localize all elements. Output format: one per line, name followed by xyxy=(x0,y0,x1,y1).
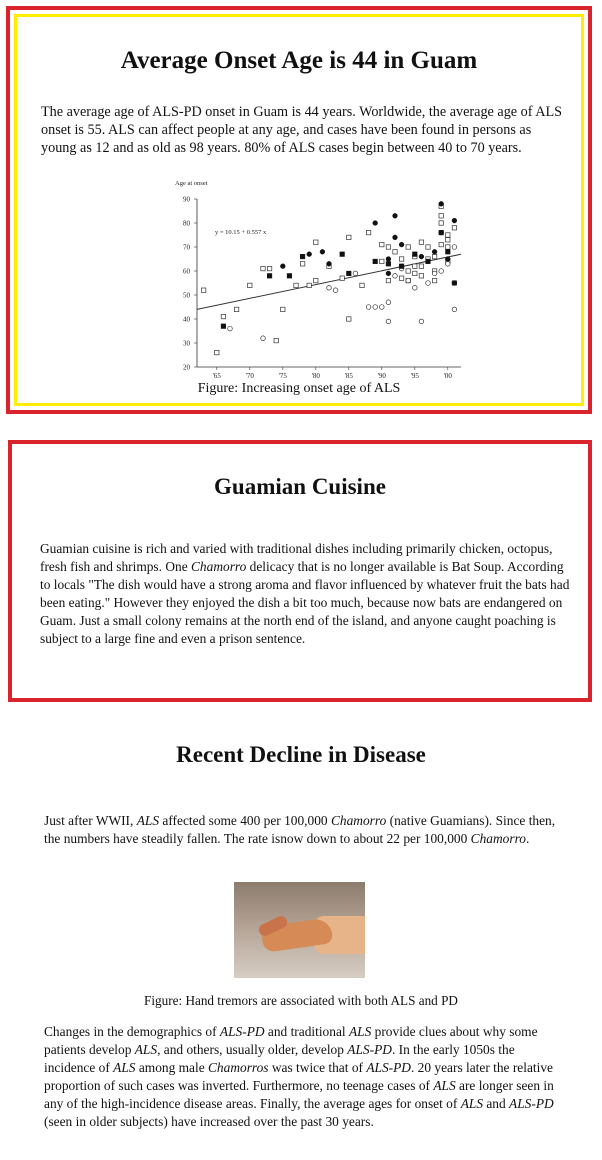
data-point-open-square xyxy=(360,283,364,287)
data-point-filled-circle xyxy=(399,242,404,247)
data-point-open-square xyxy=(413,264,417,268)
data-point-open-square xyxy=(413,271,417,275)
data-point-open-square xyxy=(248,283,252,287)
cuisine-title: Guamian Cuisine xyxy=(214,474,386,499)
decline-title: Recent Decline in Disease xyxy=(176,742,426,767)
text-run: affected some 400 per 100,000 xyxy=(159,813,331,828)
cuisine-section xyxy=(8,440,592,702)
data-point-filled-circle xyxy=(419,254,424,259)
data-point-open-square xyxy=(406,269,410,273)
text-run-italic: ALS xyxy=(113,1060,136,1075)
data-point-filled-square xyxy=(373,259,378,264)
data-point-open-square xyxy=(432,278,436,282)
y-axis-label: Age at onset xyxy=(175,180,208,187)
text-run-italic: Chamorro xyxy=(470,830,526,846)
data-point-open-square xyxy=(426,245,430,249)
data-point-filled-square xyxy=(399,264,404,269)
data-point-filled-square xyxy=(340,252,345,257)
data-point-open-square xyxy=(446,245,450,249)
data-point-filled-square xyxy=(347,271,352,276)
onset-age-paragraph: The average age of ALS-PD onset in Guam is 44 years. Worldwide, the average age of ALS onset is 55. ALS can affect people at any age, and cases have been found in persons as young as 12 and as old as 98 years. 80% of ALS cases begin between 40 to 70 years. xyxy=(41,104,563,156)
data-point-open-square xyxy=(274,338,278,342)
data-point-open-circle xyxy=(380,305,385,310)
data-point-open-square xyxy=(201,288,205,292)
data-point-open-circle xyxy=(327,286,332,291)
data-point-open-square xyxy=(399,257,403,261)
text-run: and xyxy=(483,1096,510,1111)
data-point-filled-square xyxy=(287,274,292,279)
data-point-filled-square xyxy=(386,262,391,267)
data-point-filled-square xyxy=(413,252,418,257)
data-point-open-square xyxy=(340,276,344,280)
text-run: and traditional xyxy=(264,1024,349,1039)
text-run-italic: ALS-PD xyxy=(219,1024,265,1039)
data-point-open-square xyxy=(314,278,318,282)
data-point-open-circle xyxy=(413,286,418,291)
text-run: are longer seen in any of the high-incidence disease areas. Finally, the average ages for onset of xyxy=(44,1078,554,1111)
data-point-open-square xyxy=(386,278,390,282)
data-point-open-square xyxy=(419,274,423,278)
data-point-open-circle xyxy=(432,271,437,276)
x-tick-label: '65 xyxy=(212,372,221,379)
data-point-open-circle xyxy=(406,278,411,283)
y-tick-label: 20 xyxy=(183,363,190,372)
data-point-open-square xyxy=(406,245,410,249)
text-run: , and others, usually older, develop xyxy=(157,1042,348,1057)
data-point-filled-square xyxy=(446,250,451,255)
data-point-open-circle xyxy=(261,336,266,341)
data-point-open-square xyxy=(221,314,225,318)
y-tick-label: 90 xyxy=(183,195,190,204)
text-run: Guamian cuisine is rich and varied with traditional dishes including primarily chicken, octopus, fresh fish and shrimps. One xyxy=(40,541,553,574)
decline-paragraph-2 xyxy=(44,1023,564,1131)
data-point-open-square xyxy=(439,221,443,225)
data-point-filled-circle xyxy=(320,249,325,254)
text-run-italic: ALS xyxy=(136,813,160,828)
text-run-italic: Chamorros xyxy=(208,1060,269,1075)
text-run-italic: Chamorro xyxy=(191,559,247,574)
data-point-open-circle xyxy=(452,307,457,312)
text-run: among male xyxy=(135,1060,208,1075)
onset-age-title: Average Onset Age is 44 in Guam xyxy=(120,47,478,74)
data-point-open-square xyxy=(419,264,423,268)
data-point-open-circle xyxy=(333,288,338,293)
data-point-filled-square xyxy=(300,254,305,259)
data-point-open-square xyxy=(294,283,298,287)
data-point-filled-circle xyxy=(373,221,378,226)
onset-age-inner-frame xyxy=(14,14,584,406)
data-point-open-square xyxy=(215,350,219,354)
data-point-open-circle xyxy=(393,274,398,279)
text-run: Changes in the demographics of xyxy=(44,1024,220,1039)
text-run-italic: ALS-PD xyxy=(347,1042,392,1057)
text-run-italic: ALS-PD xyxy=(509,1096,554,1111)
x-tick-label: '00 xyxy=(443,372,452,379)
text-run: . In the early 1050s the incidence of xyxy=(44,1042,515,1075)
text-run: provide clues about why some patients develop xyxy=(44,1024,538,1057)
onset-age-scatter-chart xyxy=(165,171,471,379)
data-point-open-square xyxy=(419,240,423,244)
data-point-filled-square xyxy=(267,274,272,279)
hand-tremor-figure-caption: Figure: Hand tremors are associated with both ALS and PD xyxy=(144,993,458,1008)
data-point-filled-circle xyxy=(386,257,391,262)
text-run: (seen in older subjects) have increased over the past 30 years. xyxy=(44,1114,374,1129)
data-point-filled-square xyxy=(439,230,444,235)
data-point-open-square xyxy=(446,238,450,242)
data-point-open-circle xyxy=(386,319,391,324)
data-point-filled-circle xyxy=(432,249,437,254)
data-point-filled-circle xyxy=(307,252,312,257)
data-point-open-square xyxy=(234,307,238,311)
data-point-filled-circle xyxy=(393,235,398,240)
data-point-open-square xyxy=(307,283,311,287)
text-run: delicacy that is no longer available is Bat Soup. According to locals "The dish would have a strong aroma and flavor influenced by whatever fruit the bats had been eating." However they enjoyed the dish a bit too much, because now bats are endangered on Guam. Just a small colony remains at the north end of the island, and anyone caught poaching is subject to a large fine and even a prison sentence. xyxy=(40,559,570,646)
regression-equation: y = 10.15 + 0.557 x xyxy=(215,229,267,236)
data-point-open-circle xyxy=(386,300,391,305)
text-run-italic: ALS xyxy=(433,1078,456,1093)
data-point-open-square xyxy=(347,235,351,239)
data-point-open-square xyxy=(380,259,384,263)
data-point-open-circle xyxy=(446,262,451,267)
x-tick-label: '75 xyxy=(278,372,287,379)
data-point-open-square xyxy=(366,230,370,234)
y-tick-label: 30 xyxy=(183,339,190,348)
data-point-filled-circle xyxy=(445,257,450,262)
x-tick-label: '85 xyxy=(344,372,353,379)
data-point-open-circle xyxy=(353,271,358,276)
data-point-filled-circle xyxy=(452,218,457,223)
data-point-open-circle xyxy=(366,305,371,310)
y-tick-label: 60 xyxy=(183,267,190,276)
hand-tremor-photo xyxy=(234,882,365,978)
data-point-open-square xyxy=(399,276,403,280)
data-point-open-square xyxy=(386,245,390,249)
text-run: . xyxy=(525,830,530,846)
data-point-open-square xyxy=(380,242,384,246)
text-run-italic: ALS xyxy=(348,1024,372,1039)
y-tick-label: 40 xyxy=(183,315,190,324)
data-point-open-square xyxy=(267,266,271,270)
data-point-open-square xyxy=(347,317,351,321)
data-point-open-square xyxy=(439,214,443,218)
text-run: . 20 years later the relative proportion of such cases was inverted. Furthermore, no teenage cases of xyxy=(44,1060,553,1093)
data-point-open-circle xyxy=(452,245,457,250)
x-tick-label: '70 xyxy=(245,372,254,379)
data-point-open-circle xyxy=(426,281,431,286)
data-point-open-square xyxy=(452,226,456,230)
data-point-filled-circle xyxy=(280,264,285,269)
text-run: was twice that of xyxy=(268,1060,367,1075)
text-run: Just after WWII, xyxy=(44,813,137,828)
onset-age-figure-caption: Figure: Increasing onset age of ALS xyxy=(197,381,401,396)
cuisine-paragraph xyxy=(40,540,570,648)
text-run: (native Guamians). Since then, the numbers have steadily fallen. The rate isnow down to about 22 per 100,000 xyxy=(44,813,556,846)
data-point-open-square xyxy=(281,307,285,311)
text-run-italic: Chamorro xyxy=(330,813,387,828)
text-run-italic: ALS-PD xyxy=(366,1060,411,1075)
decline-paragraph-1 xyxy=(44,812,562,847)
data-point-open-square xyxy=(439,242,443,246)
data-point-filled-circle xyxy=(452,281,457,286)
data-point-open-circle xyxy=(373,305,378,310)
data-point-open-square xyxy=(300,262,304,266)
data-point-open-circle xyxy=(439,269,444,274)
text-run-italic: ALS xyxy=(460,1096,484,1111)
data-point-filled-circle xyxy=(386,271,391,276)
data-point-open-square xyxy=(261,266,265,270)
x-tick-label: '90 xyxy=(377,372,386,379)
data-point-open-circle xyxy=(228,326,233,331)
x-tick-label: '80 xyxy=(311,372,320,379)
data-point-open-circle xyxy=(419,319,424,324)
x-tick-label: '95 xyxy=(410,372,419,379)
y-tick-label: 70 xyxy=(183,243,190,252)
data-point-filled-square xyxy=(221,324,226,329)
text-run-italic: ALS xyxy=(134,1042,158,1057)
data-point-open-square xyxy=(393,250,397,254)
data-point-open-square xyxy=(432,254,436,258)
onset-age-section xyxy=(6,6,592,414)
data-point-filled-circle xyxy=(327,261,332,266)
y-tick-label: 50 xyxy=(183,291,190,300)
data-point-filled-square xyxy=(426,259,431,264)
y-tick-label: 80 xyxy=(183,219,190,228)
data-point-open-square xyxy=(446,233,450,237)
data-point-filled-circle xyxy=(439,201,444,206)
data-point-open-square xyxy=(314,240,318,244)
data-point-filled-circle xyxy=(393,213,398,218)
